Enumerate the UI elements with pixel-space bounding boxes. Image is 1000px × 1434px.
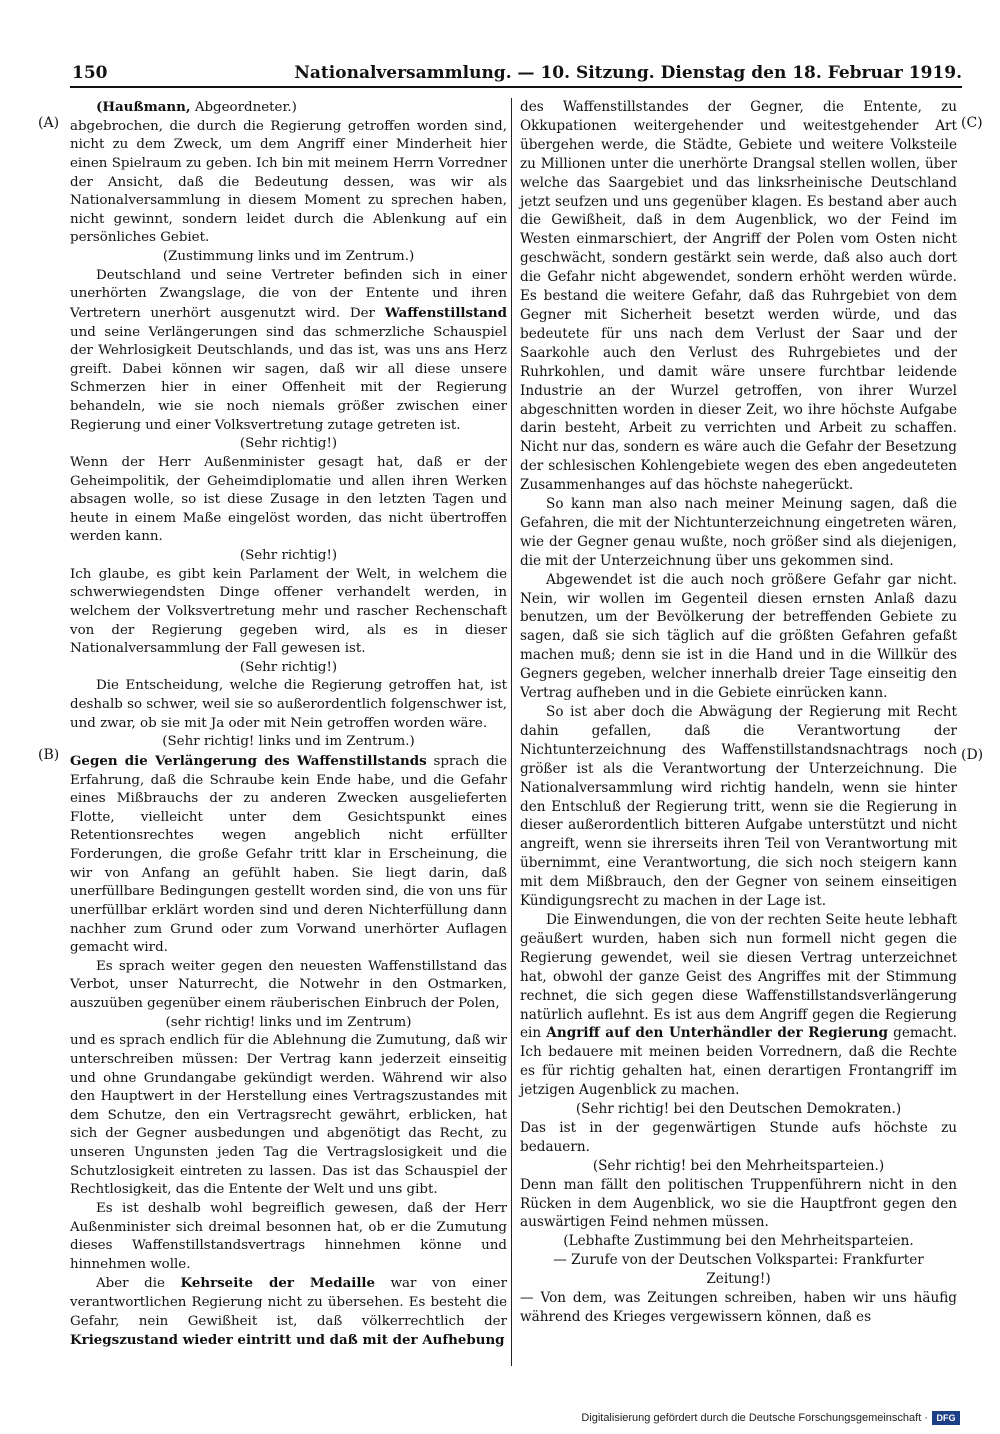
paragraph: — Von dem, was Zeitungen schreiben, haben wir uns häufig während des Krieges vergewissern können, daß es [520,1290,957,1325]
paragraph: Denn man fällt den politischen Truppenführern nicht in den Rücken in dem Augenblick, wo sie die Hauptfront gegen den auswärtigen Feind nehmen müssen. [520,1176,957,1231]
reaction: (sehr richtig! links und im Zentrum) [165,1014,412,1030]
column-divider [511,98,512,1366]
margin-marker-a: (A) [38,115,60,131]
paragraph: Es sprach weiter gegen den neuesten Waffenstillstand das Verbot, unser Naturrecht, die Notwehr in den Ostmarken, auszuüben gegenüber einem räuberischen Einbruch der Polen, [70,958,507,1011]
paragraph: Wenn der Herr Außenminister gesagt hat, daß er der Geheimpolitik, der Geheimdiplomatie und allen ihren Werken absagen wolle, so ist diese Zusage in den letzten Tagen und heute in einem Maße eingelöst worden, das nicht übertroffen werden kann. [70,454,507,545]
paragraph: Die Einwendungen, die von der rechten Seite heute lebhaft geäußert wurden, haben sich nun formell nicht gegen die Regierung gewendet, weil sie diesen Vertrag unterzeichnet hat, obwohl der ganze Geist des Angriffes mit der Stimmung rechnet, die sich gegen diese Waffenstillstandsverlängerung natürlich auflehnt. Es ist aus dem Angriff gegen die Regierung ein Angriff auf den Unterhändler der Regierung gemacht. Ich bedauere mit meinen beiden Vorrednern, daß die Rechte es für richtig gehalten hat, einen derartigen Frontangriff im jetzigen Augenblick zu machen. [520,911,958,1099]
paragraph: Es ist deshalb wohl begreiflich gewesen, daß der Herr Außenminister sich dreimal besonnen hat, ob er die Zumutung dieses Waffenstillstandsvertrags hinnehmen könne und hinnehmen wolle. [70,1200,507,1272]
bold-phrase: Gegen die Verlängerung des Waffenstillstands [70,752,427,769]
paragraph: und es sprach endlich für die Ablehnung die Zumutung, daß wir unterschreiben müssen: Der Vertrag kann jederzeit einseitig und ohne Grundangabe gekündigt werden. Während wir also den Hauptwert in der Herstellung eines Vertragszustandes mit dem Schutze, den ein Vertragsrecht gewährt, erblicken, hat sich der Gegner ausbedungen und abgenötigt das Recht, zu unseren Ungunsten jeden Tag die Vertragslosigkeit und die Schutzlosigkeit eintreten zu lassen. Das ist das Schauspiel der Rechtlosigkeit, das die Entente der Welt und uns gibt. [70,1033,507,1198]
speaker-name: (Haußmann, [96,99,191,115]
reaction: (Lebhafte Zustimmung bei den Mehrheitsparteien. [563,1233,914,1250]
running-title: Nationalversammlung. — 10. Sitzung. Dienstag den 18. Februar 1919. [294,63,962,83]
bold-phrase: Angriff auf den Unterhändler der Regierung [546,1025,888,1042]
bold-phrase: Waffenstillstand [384,304,507,321]
paragraph: Abgewendet ist die auch noch größere Gefahr gar nicht. Nein, wir wollen im Gegenteil diesen ernsten Anlaß dazu benutzen, um der Bevölkerung der betreffenden Gebiete zu sagen, daß sie sich täglich auf die größten Gefahren gefaßt machen muß; denn sie ist in die Hand und in die Willkür des Gegners gegeben, welcher innerhalb dreier Tage einseitig den Vertrag aufheben und in die Gebiete einrücken kann. [520,571,957,702]
reaction: — Zurufe von der Deutschen Volkspartei: Frankfurter Zeitung!) [553,1252,924,1288]
paragraph: Die Entscheidung, welche die Regierung getroffen hat, ist deshalb so schwer, weil sie so außerordentlich folgenschwer ist, und zwar, ob sie mit Ja oder mit Nein getroffen worden wäre. [70,678,507,731]
reaction: (Sehr richtig! bei den Mehrheitsparteien.) [592,1157,885,1174]
page-header [70,62,962,88]
margin-marker-c: (C) [961,115,983,131]
paragraph: Ich glaube, es gibt kein Parlament der Welt, in welchem die schwerwiegendsten Dinge offener verhandelt werden, in welchem der Volksvertretung mehr und rascher Rechenschaft von der Regierung gegeben wird, als es in dieser Nationalversammlung der Fall gewesen ist. [70,566,507,657]
paragraph: des Waffenstillstandes der Gegner, die Entente, zu Okkupationen weitergehender und weitestgehender Art übergehen werde, die Städte, Gebiete und weitere Volksteile zu Millionen unter die unerhörte Drangsal stellen wollen, über welche das Saargebiet und das linksrheinische Deutschland jetzt seufzen und uns gegenüber klagen. Es bestand aber auch die Gewißheit, daß in dem Augenblick, wo der Feind im Westen einmarschiert, der Angriff der Polen vom Osten nicht geschwächt, sondern gestärkt sein werde, daß also auch dort die Gefahr nicht abgewendet, sondern erhöht werden würde. Es bestand die weitere Gefahr, daß das Ruhrgebiet von dem Gegner mit Sicherheit besetzt werden würde, und das bedeutete für uns nach dem Verlust der Saar und der Saarkohle auch den Verlust des Ruhrgebietes und der Ruhrkohlen, und damit wäre unsere furchtbar leidende Industrie an der Wurzel getroffen, von ihrer Wurzel abgeschnitten worden in dieser Zeit, wo ihre höchste Aufgabe darin besteht, Arbeit zu verrichten und Arbeit zu schaffen. Nicht nur das, sondern es wäre auch die Gefahr der Besetzung der schlesischen Kohlengebiete wegen des eben angedeuteten Zusammenhanges auf das höchste nahegerückt. [520,99,957,494]
paragraph: Deutschland und seine Vertreter befinden sich in einer unerhörten Zwangslage, die von der Entente und ihren Vertretern unerhört ausgenutzt wird. Der Waffenstillstand und seine Verlängerungen sind das schmerzliche Schauspiel der Wehrlosigkeit Deutschlands, und das ist, was uns ans Herz greift. Dabei können wir sagen, daß wir all diese unsere Schmerzen hier in einer Offenheit mit der Regierung behandeln, wie sie noch niemals größer zwischen einer Regierung und einer Volksvertretung zutage getreten ist. [70,267,507,433]
bold-phrase: Kehrseite der Medaille [180,1275,376,1292]
margin-marker-b: (B) [38,747,60,763]
digitization-credit [581,1411,960,1425]
reaction: (Zustimmung links und im Zentrum.) [162,249,415,264]
reaction: (Sehr richtig! bei den Deutschen Demokraten.) [575,1101,902,1118]
right-column [520,98,957,1327]
bold-phrase: Kriegszustand wieder eintritt und daß mit der Aufhebung [70,1332,505,1349]
dfg-logo: DFG [932,1411,960,1425]
margin-marker-d: (D) [961,747,984,763]
speaker-role: Abgeordneter.) [190,100,297,115]
reaction: (Sehr richtig!) [239,548,338,563]
reaction: (Sehr richtig!) [239,659,338,675]
reaction: (Sehr richtig! links und im Zentrum.) [162,734,415,750]
paragraph: So ist aber doch die Abwägung der Regierung mit Recht dahin gefallen, daß die Verantwortung der Nichtunterzeichnung des Waffenstillstandsnachtrags noch größer ist als die Verantwortung der Unterzeichnung. Die Nationalversammlung wird richtig handeln, wenn sie hinter den Entschluß der Regierung tritt, wenn sie die Regierung in dieser außerordentlich bitteren Aufgabe unterstützt und nicht angreift, wenn sie ihrerseits ihren Teil von Verantwortung mit übernimmt, eine Verantwortung, die sich noch steigern kann mit dem Mißbrauch, den der Gegner von seinem einseitigen Kündigungsrecht zu machen in der Lage ist. [520,704,957,910]
reaction: (Sehr richtig!) [239,436,338,452]
speaker-line [70,98,507,118]
paragraph: So kann man also nach meiner Meinung sagen, daß die Gefahren, die mit der Nichtunterzeichnung eingetreten wären, wie der Gegner genau wußte, noch größer sind als diejenigen, die mit der Unterzeichnung über uns gekommen sind. [520,496,957,569]
page-number: 150 [72,63,108,83]
paragraph: Gegen die Verlängerung des Waffenstillstands sprach die Erfahrung, daß die Schraube kein Ende habe, und die Gefahr eines Mißbrauchs der zu anderen Zwecken ausgelieferten Flotte, vielleicht unter dem Gesichtspunkt eines Retentionsrechtes wegen angeblich nicht erfüllter Forderungen, die große Gefahr tritt klar in Erscheinung, die wir von Anfang an gefühlt haben. Sie liegt darin, daß unerfüllbare Bedingungen gestellt worden sind, die von uns für unerfüllbar erklärt worden sind und deren Nichterfüllung dann nachher zum Grund oder zum Vorwand unerhörter Auflagen gemacht wird. [70,752,508,956]
credit-text: Digitalisierung gefördert durch die Deutsche Forschungsgemeinschaft · [581,1412,928,1424]
paragraph: Aber die Kehrseite der Medaille war von einer verantwortlichen Regierung nicht zu übersehen. Es besteht die Gefahr, nein Gewißheit ist, daß völkerrechtlich der Kriegszustand wieder eintritt und daß mit der Aufhebung [70,1275,507,1349]
left-column [70,98,507,1351]
paragraph: abgebrochen, die durch die Regierung getroffen worden sind, nicht zu dem Zweck, um dem Angriff einer Minderheit hier einen Spielraum zu geben. Ich bin mit meinem Herrn Vorredner der Ansicht, daß die Bedeutung dessen, was wir als Nationalversammlung in diesem Moment zu sprechen haben, nicht gewinnt, sondern leidet durch die Ablenkung auf ein persönliches Gebiet. [70,118,507,246]
paragraph: Das ist in der gegenwärtigen Stunde aufs höchste zu bedauern. [520,1119,957,1155]
